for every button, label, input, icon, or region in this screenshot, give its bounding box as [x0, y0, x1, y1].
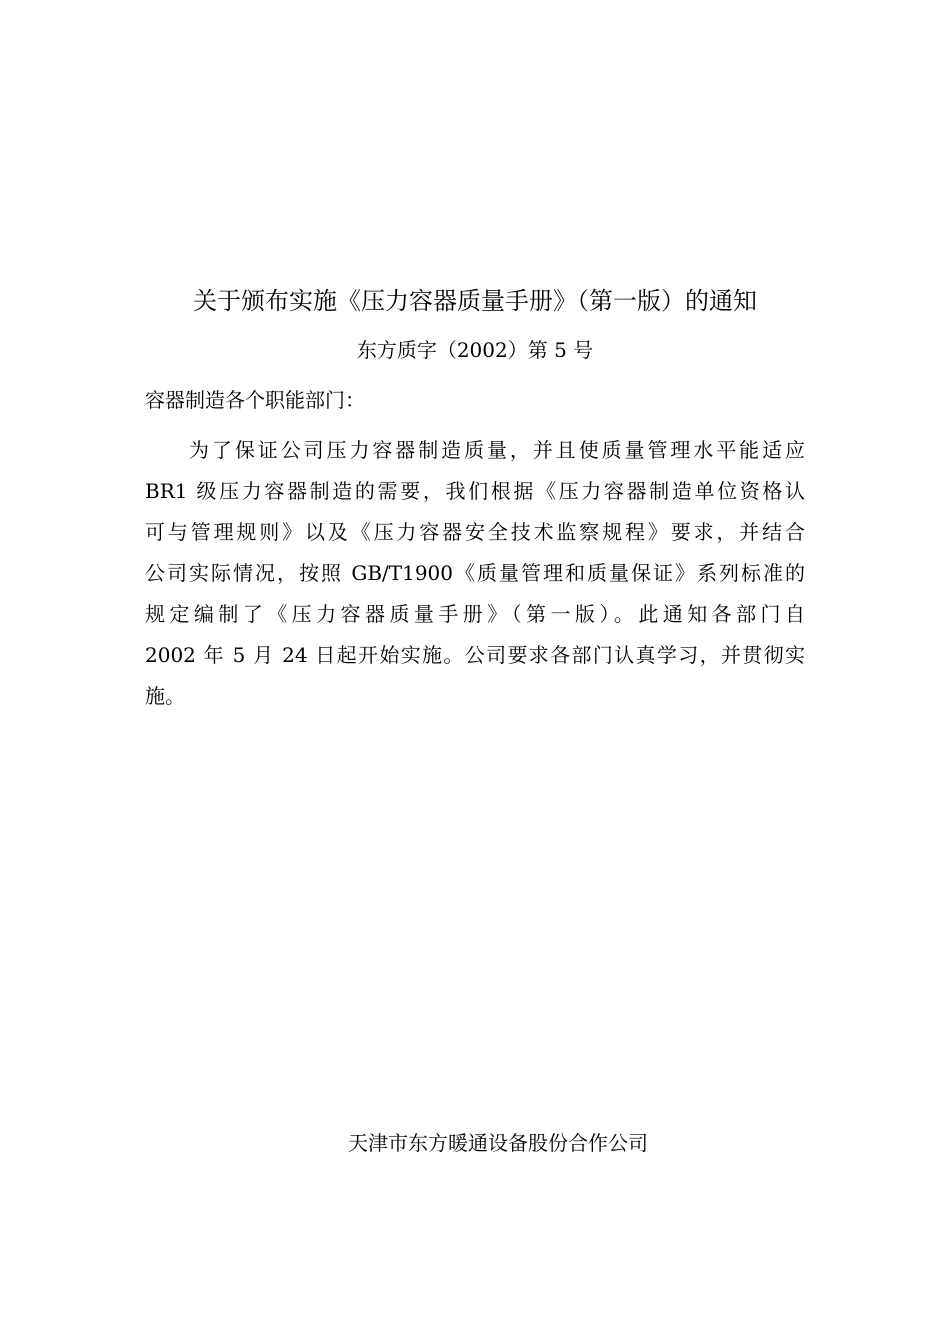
company-signature: 天津市东方暖通设备股份合作公司	[348, 1131, 648, 1155]
body-line: 公司实际情况，按照 GB/T1900《质量管理和质量保证》系列标准的	[145, 561, 805, 585]
body-line: 为了保证公司压力容器制造质量，并且使质量管理水平能适应	[189, 438, 805, 462]
document-title: 关于颁布实施《压力容器质量手册》（第一版）的通知	[193, 287, 757, 315]
salutation: 容器制造各个职能部门：	[145, 388, 365, 412]
body-line: 施。	[145, 684, 185, 708]
body-line: 规定编制了《压力容器质量手册》（第一版）。此通知各部门自	[145, 602, 805, 626]
body-paragraph	[145, 430, 805, 717]
body-line: 可与管理规则》以及《压力容器安全技术监察规程》要求，并结合	[145, 520, 805, 544]
body-line: BR1 级压力容器制造的需要，我们根据《压力容器制造单位资格认	[145, 479, 805, 503]
body-line: 2002 年 5 月 24 日起开始实施。公司要求各部门认真学习，并贯彻实	[145, 643, 805, 667]
document-number: 东方质字（2002）第 5 号	[356, 338, 594, 362]
